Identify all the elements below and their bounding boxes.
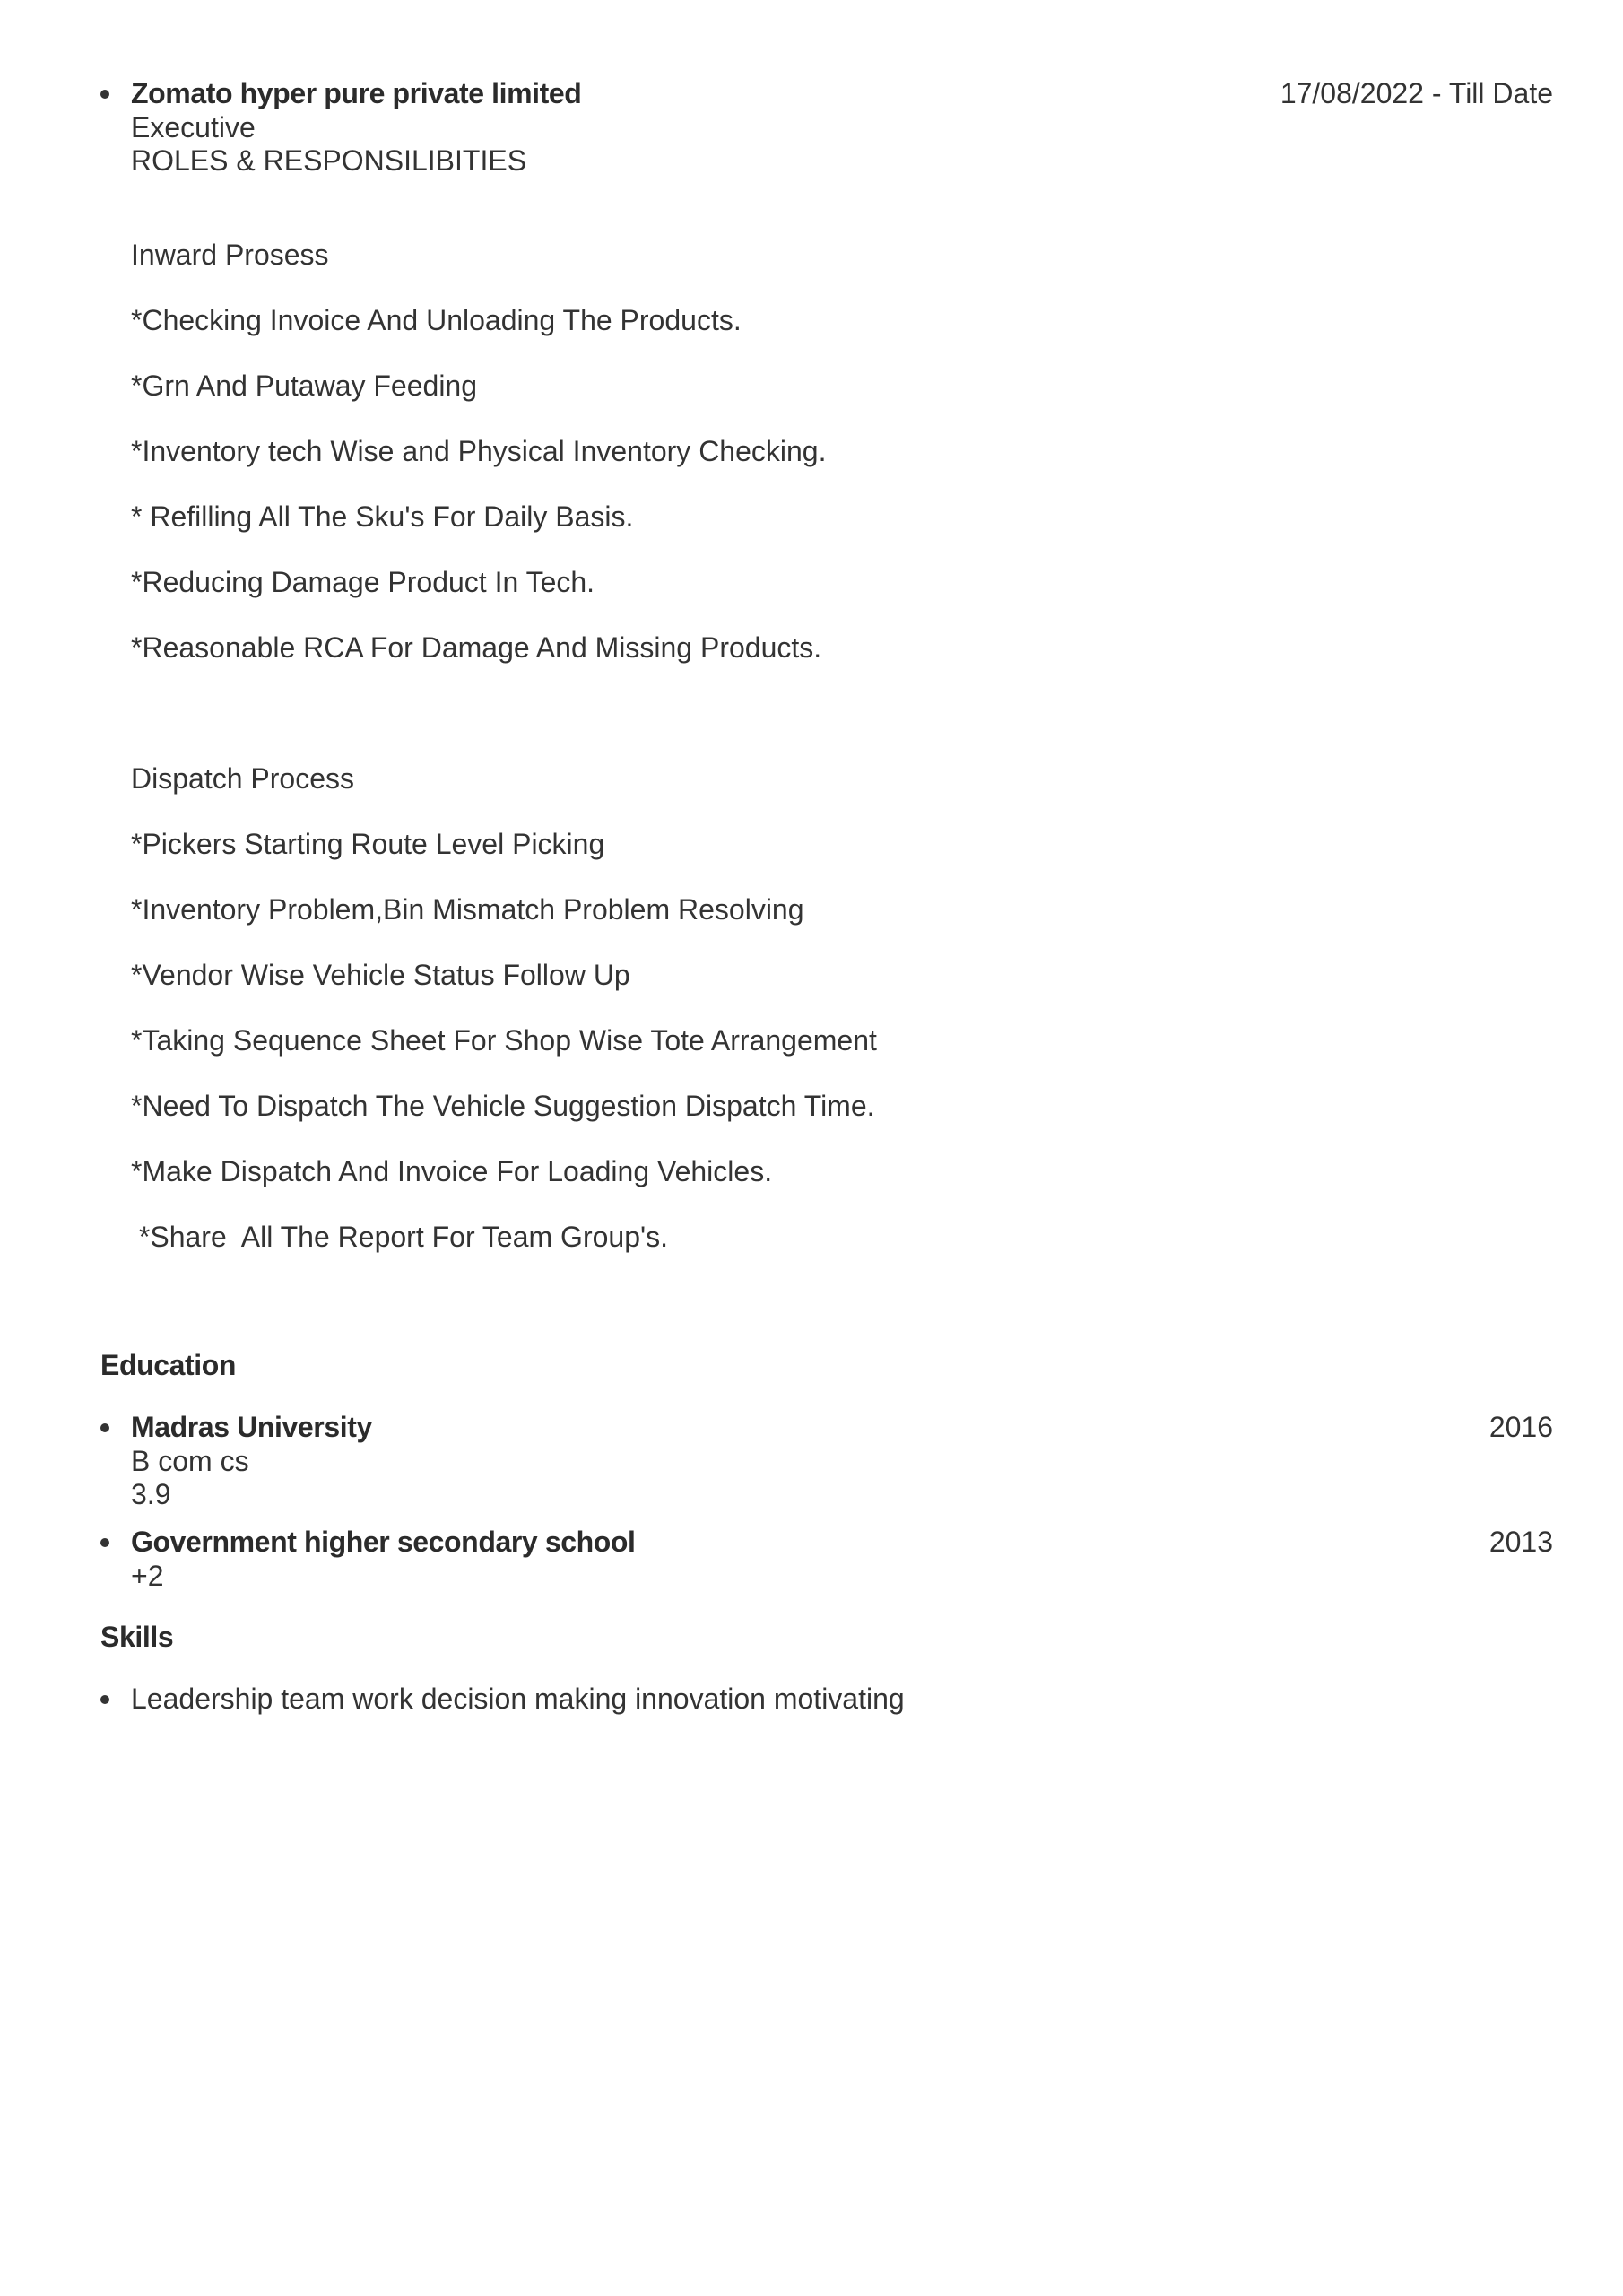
inward-item: *Inventory tech Wise and Physical Inventory Checking. [131, 435, 827, 467]
degree: B com cs [131, 1445, 249, 1477]
roles-heading: ROLES & RESPONSILIBITIES [131, 144, 527, 177]
dispatch-item: *Taking Sequence Sheet For Shop Wise Tote Arrangement [131, 1024, 877, 1057]
skills-heading: Skills [100, 1621, 174, 1653]
inward-item: *Reasonable RCA For Damage And Missing Products. [131, 631, 822, 664]
institution-name: Government higher secondary school [131, 1526, 636, 1558]
dispatch-item: *Need To Dispatch The Vehicle Suggestion Dispatch Time. [131, 1090, 875, 1122]
experience-entry-body [131, 75, 1553, 178]
experience-title-row [131, 75, 1553, 111]
skills-entry-body [131, 1681, 1553, 1717]
bullet-icon [100, 1423, 109, 1432]
institution-name: Madras University [131, 1411, 372, 1443]
score: 3.9 [131, 1478, 171, 1510]
bullet-icon [100, 1538, 109, 1547]
dispatch-item: *Make Dispatch And Invoice For Loading Vehicles. [131, 1155, 773, 1187]
education-year: 2016 [1488, 1411, 1553, 1443]
skill-item: Leadership team work decision making innovation motivating [131, 1683, 905, 1715]
education-heading: Education [100, 1349, 237, 1381]
position-title: Executive [131, 111, 256, 144]
degree: +2 [131, 1560, 164, 1592]
dispatch-process-title: Dispatch Process [131, 762, 354, 795]
inward-item: * Refilling All The Sku's For Daily Basis. [131, 500, 634, 533]
education-entry [100, 1524, 1553, 1599]
dispatch-item: *Pickers Starting Route Level Picking [131, 828, 605, 860]
skills-row [131, 1681, 1553, 1717]
experience-date-range: 17/08/2022 - Till Date [1280, 77, 1553, 109]
bullet-icon [100, 90, 109, 99]
skills-entry [100, 1681, 1553, 1717]
dispatch-item: *Share All The Report For Team Group's. [131, 1221, 668, 1253]
inward-item: *Grn And Putaway Feeding [131, 370, 478, 402]
experience-entry [100, 75, 1553, 183]
company-name: Zomato hyper pure private limited [131, 77, 582, 109]
dispatch-item: *Vendor Wise Vehicle Status Follow Up [131, 959, 630, 991]
education-title-row [131, 1524, 1553, 1560]
inward-item: *Checking Invoice And Unloading The Products. [131, 304, 742, 336]
inward-process-title: Inward Prosess [131, 239, 329, 271]
education-entry-body [131, 1409, 1553, 1511]
bullet-icon [100, 1695, 109, 1704]
inward-item: *Reducing Damage Product In Tech. [131, 566, 595, 598]
education-year: 2013 [1488, 1526, 1553, 1558]
education-entry-body [131, 1524, 1553, 1593]
dispatch-item: *Inventory Problem,Bin Mismatch Problem Resolving [131, 893, 804, 926]
education-entry [100, 1409, 1553, 1517]
education-title-row [131, 1409, 1553, 1445]
